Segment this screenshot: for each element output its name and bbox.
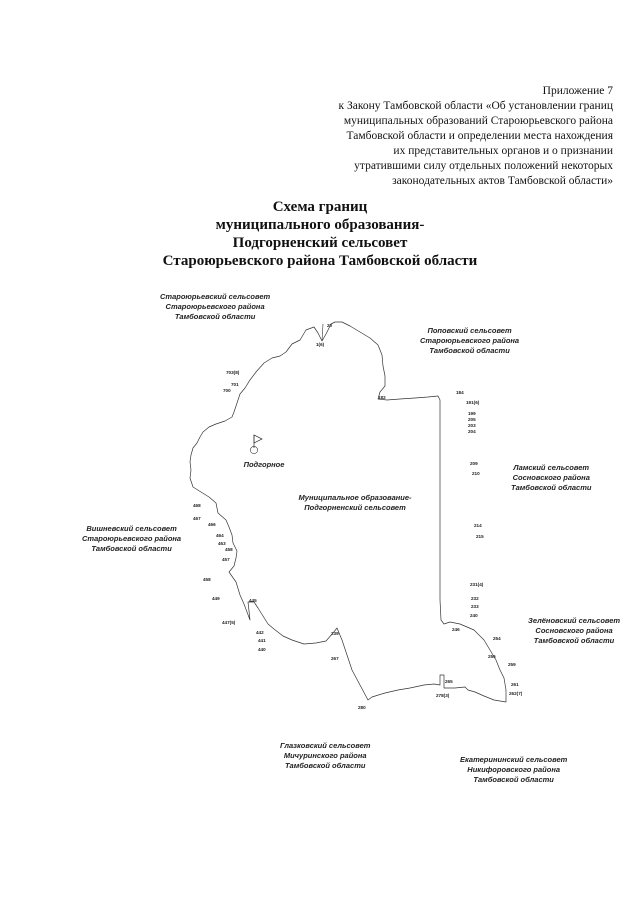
neighbor-line: Мичуринского района — [283, 751, 367, 760]
neighbor-line: Староюрьевского района — [420, 336, 520, 345]
settlement-marker — [250, 435, 262, 454]
appendix-line: Тамбовской области и определении места нахождения — [346, 130, 613, 142]
point-label: 240 — [470, 613, 478, 618]
neighbor-line: Тамбовской области — [533, 636, 615, 645]
appendix-line: муниципальных образований Староюрьевского района — [343, 115, 613, 127]
point-label: 239 — [331, 631, 339, 636]
neighbor-line: Староюрьевского района — [165, 302, 265, 311]
point-label: 467 — [193, 516, 201, 521]
point-labels — [193, 323, 523, 710]
appendix-line: к Закону Тамбовской области «Об установлении границ — [338, 100, 613, 112]
neighbor-line: Сосновского района — [535, 626, 613, 635]
point-label: 20 — [327, 323, 333, 328]
appendix-line: утратившими силу отдельных положений некоторых — [354, 160, 613, 172]
neighbor-line: Тамбовской области — [511, 483, 592, 492]
neighbor-line: Тамбовской области — [429, 346, 510, 355]
point-label: 262(7) — [509, 691, 523, 696]
point-label: 703(8) — [226, 370, 240, 375]
point-label: 205 — [468, 417, 476, 422]
point-label: 458 — [203, 577, 211, 582]
neighbor-line: Староюрьевский сельсовет — [160, 292, 271, 301]
point-label: 210 — [472, 471, 480, 476]
neighbor-line: Ламский сельсовет — [513, 463, 590, 472]
title-line: Подгорненский сельсовет — [232, 235, 408, 251]
point-label: 256 — [488, 654, 496, 659]
settlement-label: Подгорное — [243, 460, 285, 469]
point-label: 280 — [358, 705, 366, 710]
point-label: 182 — [378, 395, 386, 400]
neighbor-line: Вишневский сельсовет — [86, 524, 177, 533]
title-line: Староюрьевского района Тамбовской области — [162, 253, 478, 269]
appendix-line: законодательных актов Тамбовской области» — [392, 175, 613, 187]
neighbor-line: Екатерининский сельсовет — [460, 755, 568, 764]
point-label: 199 — [468, 411, 476, 416]
point-label: 441 — [258, 638, 266, 643]
point-label: 214 — [474, 523, 482, 528]
neighbor-line: Сосновского района — [512, 473, 590, 482]
point-label: 233 — [471, 604, 479, 609]
point-label: 700 — [223, 388, 231, 393]
point-label: 457 — [222, 557, 230, 562]
boundary-tick — [322, 324, 323, 341]
point-label: 191(6) — [466, 400, 480, 405]
point-label: 265 — [445, 679, 453, 684]
point-label: 254 — [493, 636, 501, 641]
point-label: 458 — [225, 547, 233, 552]
point-label: 246 — [452, 627, 460, 632]
neighbor-line: Тамбовской области — [284, 761, 366, 770]
appendix-line: их представительных органов и о признании — [393, 145, 613, 157]
neighbor-line: Зелёновский сельсовет — [528, 616, 621, 625]
point-label: 259 — [508, 662, 516, 667]
neighbor-line: Тамбовской области — [174, 312, 256, 321]
point-label: 1(6) — [316, 342, 325, 347]
point-label: 184 — [456, 390, 464, 395]
municipality-label: Муниципальное образование- — [298, 493, 412, 502]
point-label: 466 — [208, 522, 216, 527]
point-label: 203 — [468, 423, 476, 428]
point-label: 445 — [249, 598, 257, 603]
point-label: 232 — [471, 596, 479, 601]
point-label: 447(5) — [222, 620, 236, 625]
point-label: 464 — [216, 533, 224, 538]
neighbor-line: Тамбовской области — [473, 775, 554, 784]
point-label: 463 — [218, 541, 226, 546]
point-label: 701 — [231, 382, 239, 387]
neighbor-line: Глазковский сельсовет — [280, 741, 371, 750]
neighbor-line: Поповский сельсовет — [427, 326, 512, 335]
point-label: 231(4) — [470, 582, 484, 587]
neighbor-line: Никифоровского района — [467, 765, 561, 774]
neighbor-line: Тамбовской области — [91, 544, 172, 553]
point-label: 204 — [468, 429, 476, 434]
point-label: 468 — [193, 503, 201, 508]
point-label: 215 — [476, 534, 484, 539]
point-label: 449 — [212, 596, 220, 601]
neighbor-line: Староюрьевского района — [82, 534, 182, 543]
point-label: 278(3) — [436, 693, 450, 698]
appendix-title: Приложение 7 — [542, 85, 613, 97]
title-line: муниципального образования- — [215, 217, 425, 233]
point-label: 209 — [470, 461, 478, 466]
municipality-boundary — [190, 322, 506, 702]
point-label: 261 — [511, 682, 519, 687]
point-label: 440 — [258, 647, 266, 652]
point-label: 267 — [331, 656, 339, 661]
point-label: 442 — [256, 630, 264, 635]
municipality-label: Подгорненский сельсовет — [304, 503, 406, 512]
title-line: Схема границ — [272, 199, 368, 215]
